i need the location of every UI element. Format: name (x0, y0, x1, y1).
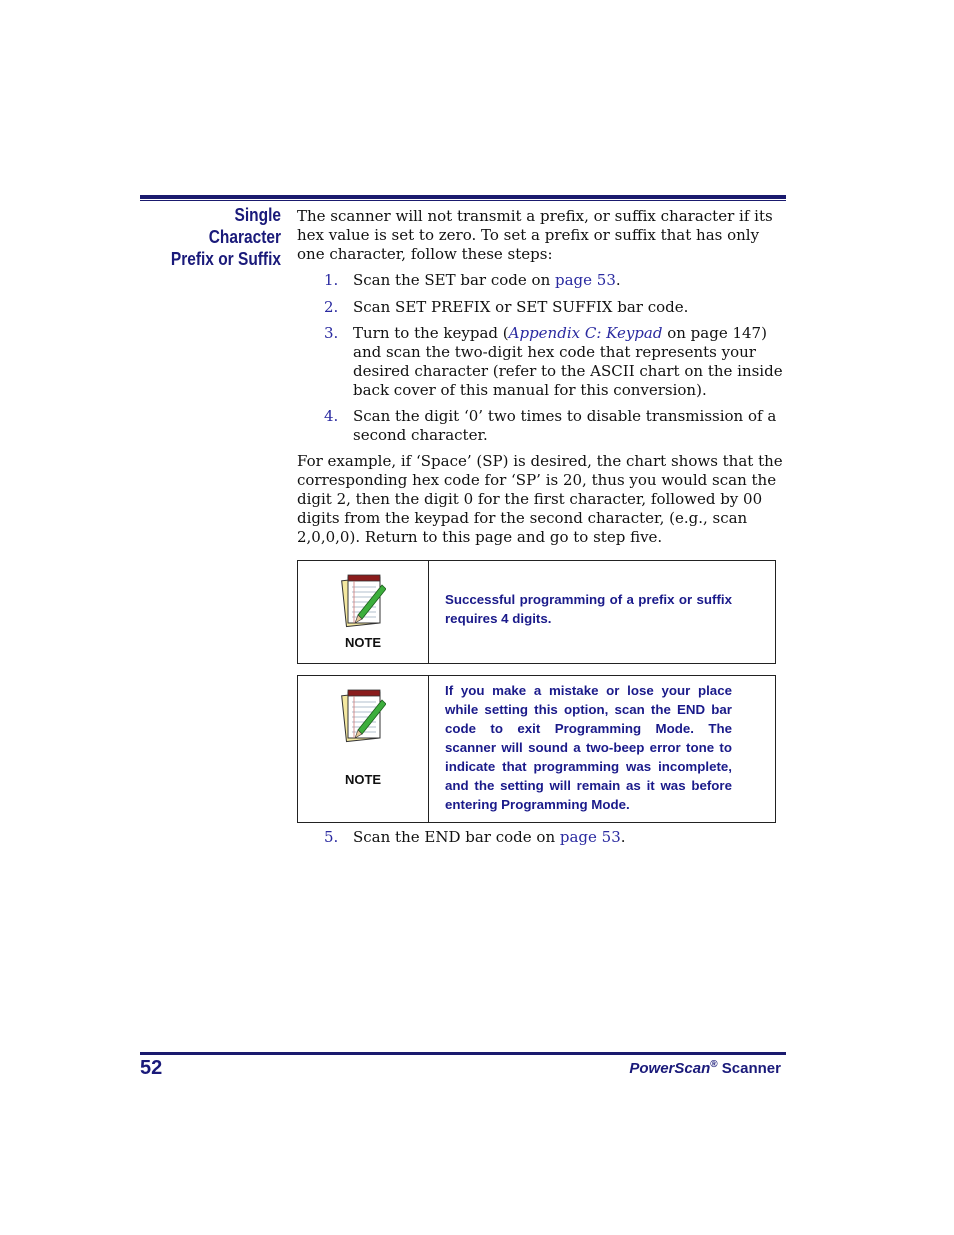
step-number: 4. (324, 407, 339, 425)
notepad-pencil-icon (338, 688, 386, 744)
step-number: 3. (324, 324, 339, 342)
appendix-link[interactable]: Appendix C: Keypad (508, 324, 663, 342)
step-number: 2. (324, 298, 339, 316)
step-text: Scan the END bar code on page 53. (353, 828, 626, 846)
note-divider (428, 676, 429, 822)
page-number: 52 (140, 1057, 163, 1079)
section-heading (160, 204, 281, 270)
step-text: Scan the digit ‘0’ two times to disable transmission of a second character. (353, 407, 777, 444)
step-text: Scan SET PREFIX or SET SUFFIX bar code. (353, 298, 689, 316)
bottom-rule (140, 1052, 786, 1055)
intro-paragraph: The scanner will not transmit a prefix, or suffix character if its hex value is set to zero. To set a prefix or suffix that has only one character, follow these steps: (297, 207, 773, 263)
step-text: Scan the SET bar code on page 53. (353, 271, 621, 289)
step-text: Turn to the keypad (Appendix C: Keypad on page 147) and scan the two-digit hex code that represents your desired character (refer to the ASCII chart on the inside back cover of this manual for this conversion). (353, 324, 783, 399)
footer-product-title: PowerScan® Scanner (629, 1059, 781, 1077)
heading-line-3: Prefix or Suffix (170, 249, 281, 269)
notepad-pencil-icon (338, 573, 386, 629)
step-number: 1. (324, 271, 339, 289)
note-box (297, 560, 776, 664)
example-paragraph: For example, if ‘Space’ (SP) is desired, the chart shows that the corresponding hex code for ‘SP’ is 20, thus you would scan the digit 2, then the digit 0 for the first character, followed by 00 digits from the keypad for the second character, (e.g., scan 2,0,0,0). Return to this page and go to step five. (297, 452, 783, 546)
step-number: 5. (324, 828, 339, 846)
top-rule (140, 195, 786, 201)
note-text: Successful programming of a prefix or suffix requires 4 digits. (445, 592, 732, 626)
note-label: NOTE (344, 772, 382, 787)
note-box (297, 675, 776, 823)
heading-line-2: Character (208, 227, 281, 247)
heading-line-1: Single (234, 205, 281, 225)
page-link[interactable]: page 53 (559, 828, 621, 846)
note-label: NOTE (344, 635, 382, 650)
page-link[interactable]: page 53 (555, 271, 616, 289)
note-divider (428, 561, 429, 663)
note-text: If you make a mistake or lose your place while setting this option, scan the END bar code to exit Programming Mode. The scanner will sound a two-beep error tone to indicate that programming was incomplete, and the setting will remain as it was before entering Programming Mode. (445, 683, 732, 812)
